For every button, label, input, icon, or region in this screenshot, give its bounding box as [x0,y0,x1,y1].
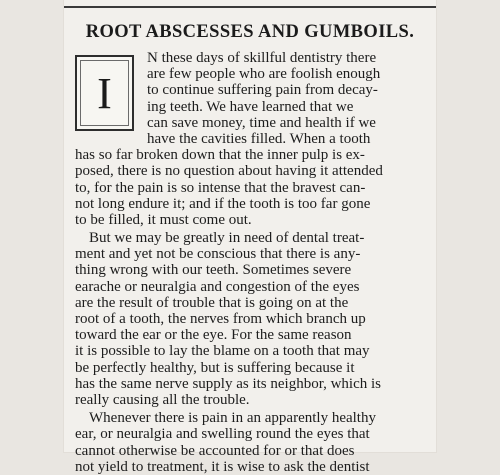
clipping-page [64,0,436,475]
text-line: can save money, time and health if we [147,114,376,131]
text-line: not yield to treatment, it is wise to ask the dentist [75,458,370,475]
text-line: to be filled, it must come out. [75,211,252,228]
text-line: cannot otherwise be accounted for or that does [75,442,355,459]
text-line: ment and yet not be conscious that there is any- [75,246,361,263]
text-line: really causing all the trouble. [75,391,250,408]
text-line: have the cavities filled. When a tooth [147,130,371,147]
text-line: has the same nerve supply as its neighbor, which is [75,375,382,392]
top-rule [64,0,436,8]
text-line: to, for the pain is so intense that the bravest can- [75,179,366,196]
article-title: ROOT ABSCESSES AND GUMBOILS. [85,22,415,42]
drop-cap-letter: I [80,60,129,126]
text-line: not long endure it; and if the tooth is too far gone [75,195,371,212]
text-line: are few people who are foolish enough [147,66,381,83]
text-line: thing wrong with our teeth. Sometimes severe [75,262,352,279]
text-line: it is possible to lay the blame on a tooth that may [75,343,370,360]
article-body [75,50,431,475]
text-line: are the result of trouble that is going on at the [75,294,349,311]
text-line: N these days of skillful dentistry there [147,50,377,66]
text-line: to continue suffering pain from decay- [147,82,378,99]
text-line: Whenever there is pain in an apparently healthy [89,410,376,427]
text-line: toward the ear or the eye. For the same reason [75,327,352,344]
text-line: ear, or neuralgia and swelling round the eyes that [75,426,370,443]
text-line: ing teeth. We have learned that we [147,98,354,115]
text-line: be perfectly healthy, but is suffering because it [75,359,355,376]
text-line: But we may be greatly in need of dental treat- [89,230,365,247]
text-line: posed, there is no question about having it attended [75,163,383,180]
text-line: earache or neuralgia and congestion of the eyes [75,278,360,295]
text-line: root of a tooth, the nerves from which branch up [75,311,366,327]
text-line: has so far broken down that the inner pulp is ex- [75,147,365,164]
